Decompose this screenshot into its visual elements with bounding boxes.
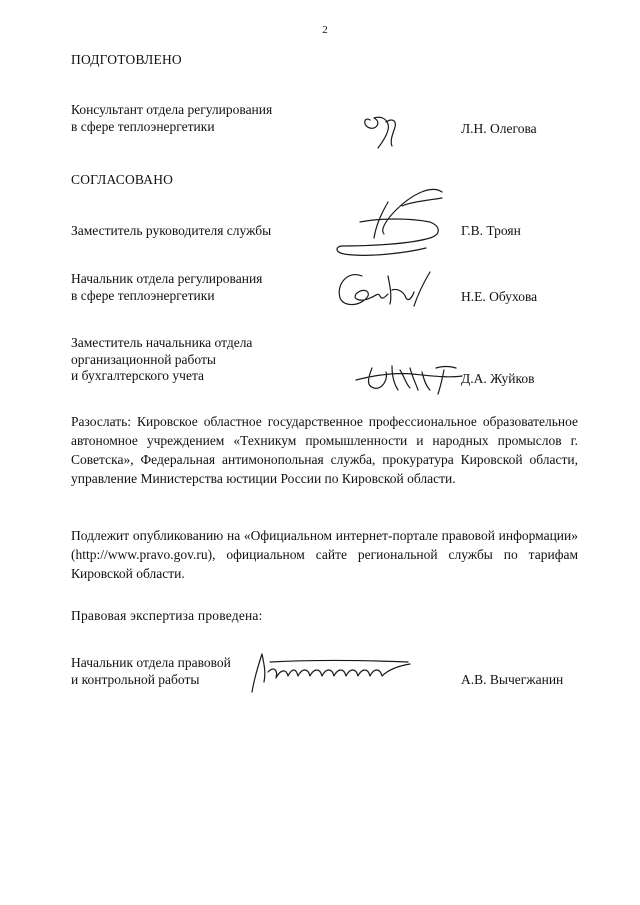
legal-review-position: Начальник отдела правовой и контрольной работы [71, 655, 231, 687]
legal-review-name: А.В. Вычегжанин [461, 672, 564, 687]
page-number: 2 [322, 24, 328, 36]
prepared-heading: ПОДГОТОВЛЕНО [71, 52, 182, 67]
signatory-position: Заместитель начальника отдела организационной работы и бухгалтерского учета [71, 335, 253, 383]
signatory-position: Заместитель руководителя службы [71, 223, 272, 238]
distribution-list: Разослать: Кировское областное государственное профессиональное образовательное автономное учреждением «Техникум промышленности и народных промыслов г. Советска», Федеральная антимонопольная служба, прокуратура Кировской области, управление Министерства юстиции России по Кировской области. [71, 414, 578, 486]
signature-troyan [330, 182, 455, 267]
prepared-name: Л.Н. Олегова [461, 121, 537, 136]
signatory-name: Н.Е. Обухова [461, 289, 538, 304]
signature-vychegzhanin [248, 648, 418, 698]
signature-olegova [360, 108, 410, 153]
signatory-name: Г.В. Троян [461, 223, 521, 238]
signatory-name: Д.А. Жуйков [461, 371, 535, 386]
signature-zhuikov [352, 358, 467, 398]
signature-obukhova [332, 262, 432, 314]
publication-note: Подлежит опубликованию на «Официальном интернет-портале правовой информации» (http://www.pravo.gov.ru), официальном сайте региональной службы по тарифам Кировской области. [71, 528, 578, 581]
prepared-position: Консультант отдела регулирования в сфере теплоэнергетики [71, 102, 273, 134]
legal-review-heading: Правовая экспертиза проведена: [71, 608, 263, 623]
signatory-position: Начальник отдела регулирования в сфере теплоэнергетики [71, 271, 263, 303]
agreed-heading: СОГЛАСОВАНО [71, 172, 174, 187]
